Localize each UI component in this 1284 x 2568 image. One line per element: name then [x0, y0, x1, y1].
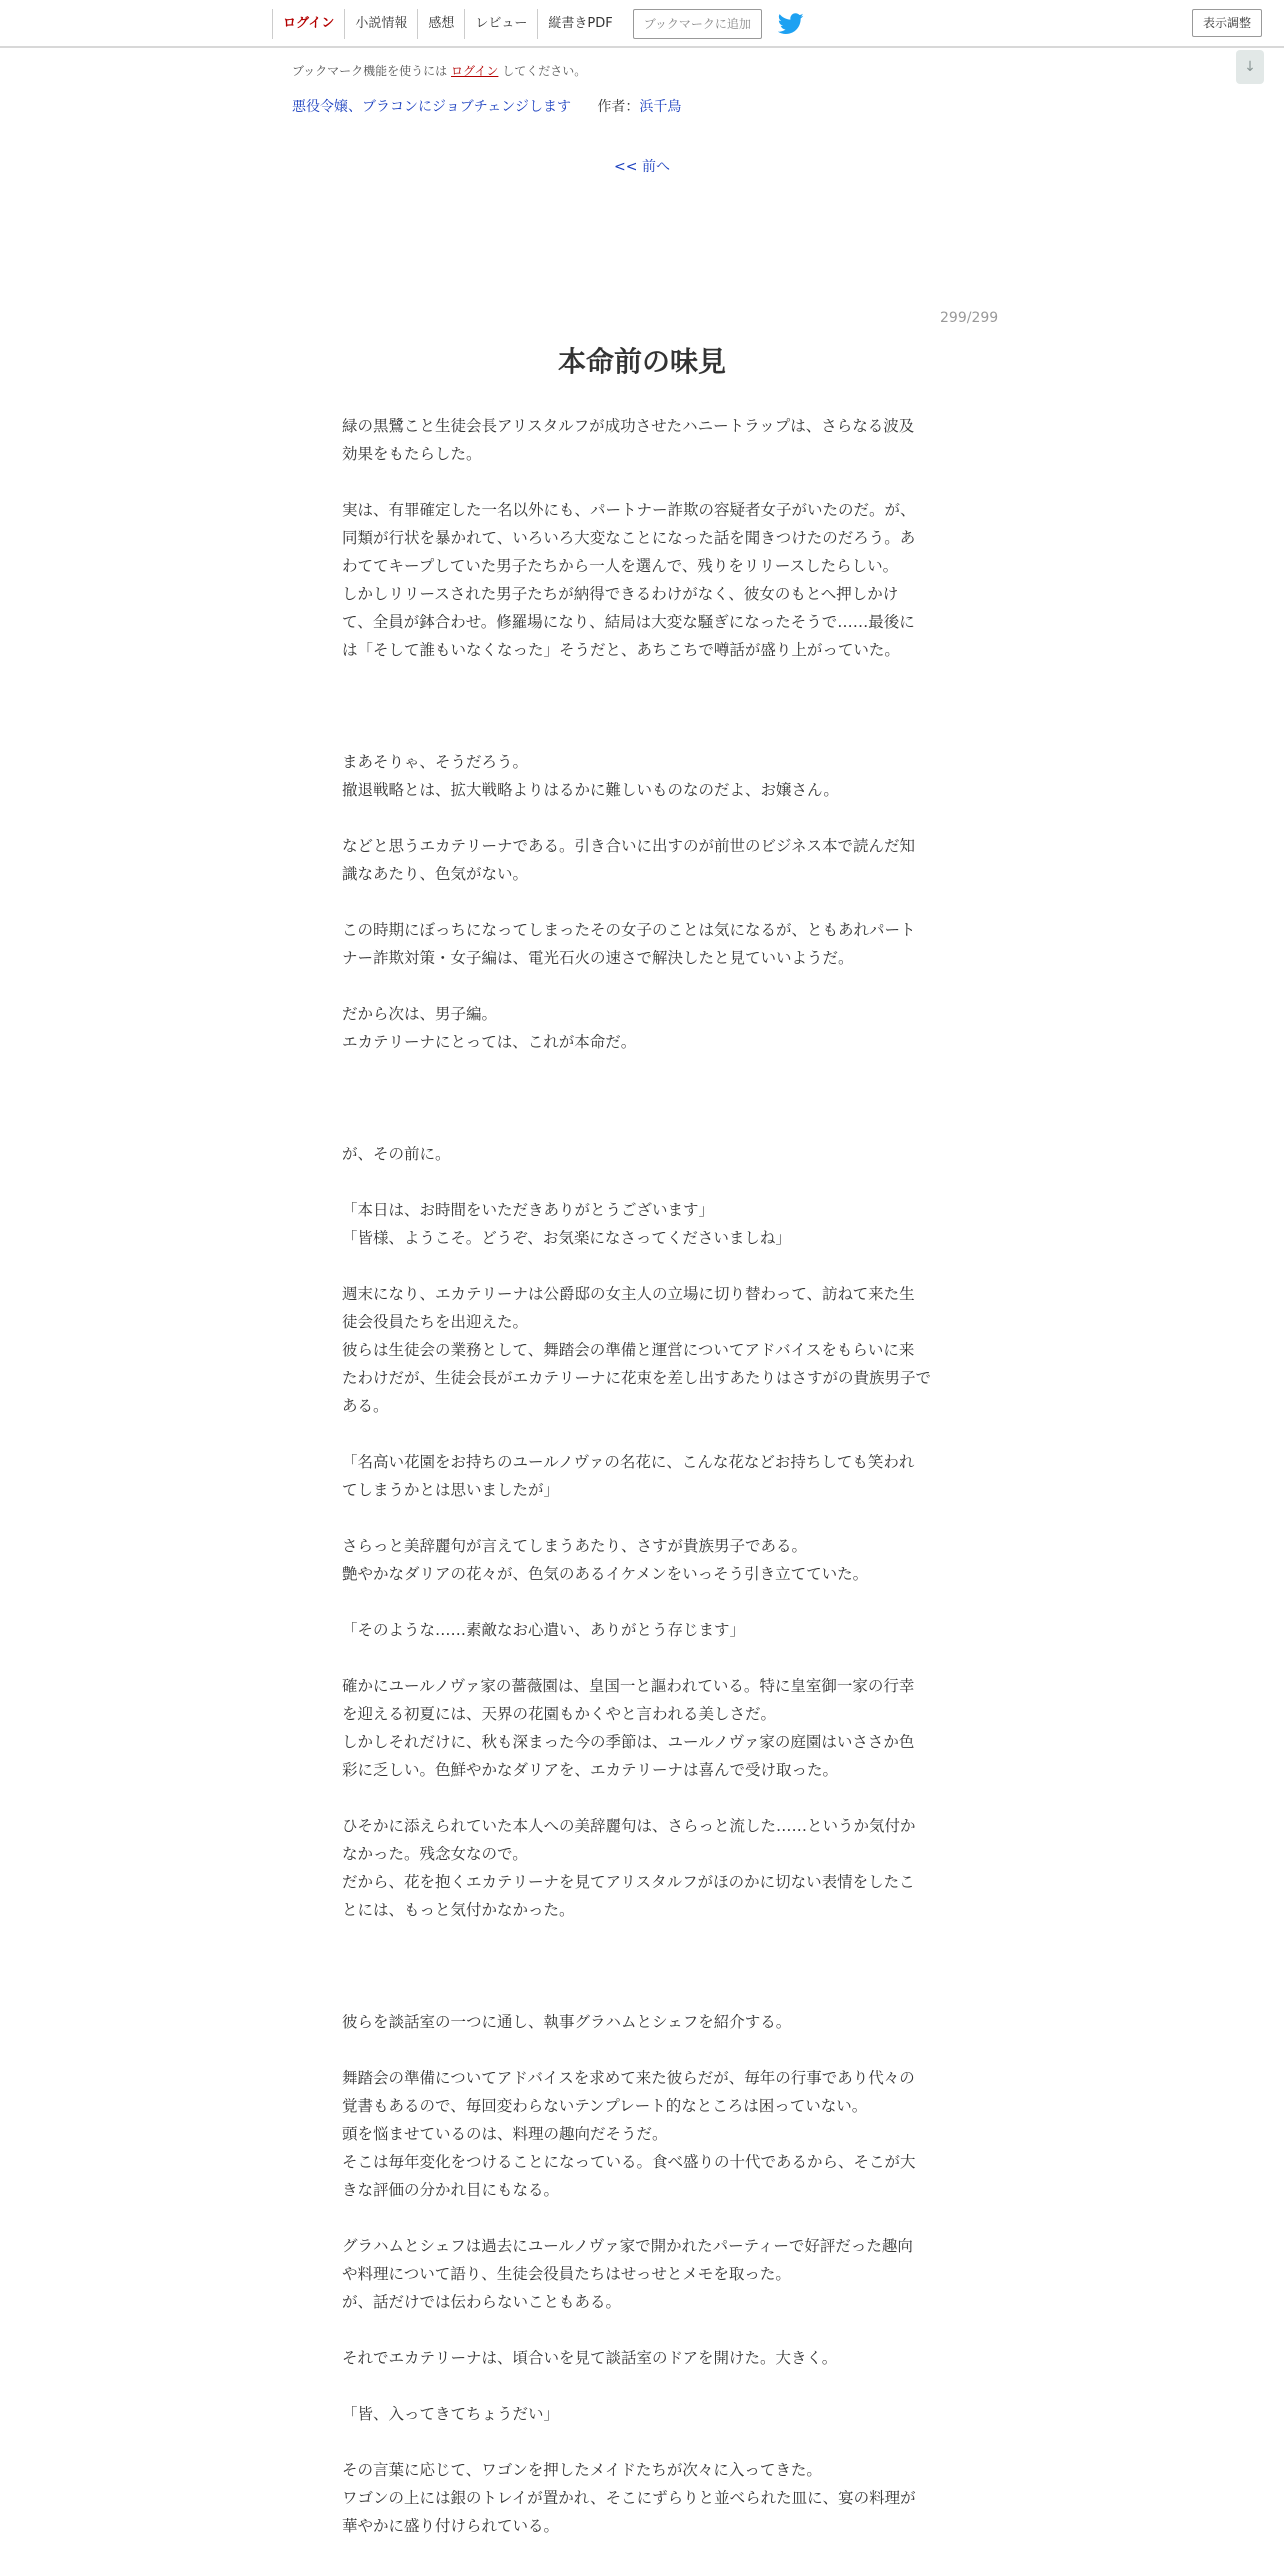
body-line: て、全員が鉢合わせ。修羅場になり、結局は大変な騒ぎになったそうで……最後に — [342, 613, 915, 631]
body-line: しかしリリースされた男子たちが納得できるわけがなく、彼女のもとへ押しかけ — [342, 585, 899, 603]
body-line: この時期にぼっちになってしまったその女子のことは気になるが、ともあれパート — [342, 921, 916, 939]
body-line: 華やかに盛り付けられている。 — [342, 2517, 560, 2535]
blank-line — [342, 1112, 942, 1140]
blank-line — [342, 2036, 942, 2064]
blank-line — [342, 1168, 942, 1196]
body-line: まあそりゃ、そうだろう。 — [342, 753, 529, 771]
body-line: 「そのような……素敵なお心遣い、ありがとう存じます」 — [342, 1621, 746, 1639]
body-line: 識なあたり、色気がない。 — [342, 865, 529, 883]
blank-line — [342, 1924, 942, 1952]
scroll-down-tab[interactable]: ↓ — [1236, 50, 1264, 84]
body-line: とには、もっと気付かなかった。 — [342, 1901, 575, 1919]
blank-line — [342, 1504, 942, 1532]
body-line: その言葉に応じて、ワゴンを押したメイドたちが次々に入ってきた。 — [342, 2461, 822, 2479]
series-title-link[interactable]: 悪役令嬢、ブラコンにジョブチェンジします — [292, 99, 571, 115]
body-line: だから、花を抱くエカテリーナを見てアリスタルフがほのかに切ない表情をしたこ — [342, 1873, 915, 1891]
blank-line — [342, 1644, 942, 1672]
body-line: が、その前に。 — [342, 1145, 451, 1163]
body-line: 覚書もあるので、毎回変わらないテンプレート的なところは困っていない。 — [342, 2097, 868, 2115]
blank-line — [342, 1056, 942, 1084]
body-line: 緑の黒鷺こと生徒会長アリスタルフが成功させたハニートラップは、さらなる波及 — [342, 417, 915, 435]
body-line: エカテリーナにとっては、これが本命だ。 — [342, 1033, 637, 1051]
blank-line — [342, 720, 942, 748]
blank-line — [342, 1784, 942, 1812]
blank-line — [342, 888, 942, 916]
body-line: が、話だけでは伝わらないこともある。 — [342, 2293, 622, 2311]
body-line: などと思うエカテリーナである。引き合いに出すのが前世のビジネス本で読んだ知 — [342, 837, 916, 855]
top-navigation-bar — [0, 0, 1284, 48]
body-line: 週末になり、エカテリーナは公爵邸の女主人の立場に切り替わって、訪ねて来た生 — [342, 1285, 915, 1303]
body-line: 「皆、入ってきてちょうだい」 — [342, 2405, 560, 2423]
body-line: 「名高い花園をお持ちのユールノヴァの名花に、こんな花などお持ちしても笑われ — [342, 1453, 915, 1471]
body-line: 「皆様、ようこそ。どうぞ、お気楽になさってくださいましね」 — [342, 1229, 791, 1247]
body-line: 効果をもたらした。 — [342, 445, 482, 463]
page-counter: 299/299 — [940, 310, 999, 326]
nav-vertical-pdf-link[interactable]: 縦書きPDF — [537, 9, 622, 39]
body-line: 同類が行状を暴かれて、いろいろ大変なことになった話を聞きつけたのだろう。あ — [342, 529, 916, 547]
body-line: しかしそれだけに、秋も深まった今の季節は、ユールノヴァ家の庭園はいささか色 — [342, 1733, 915, 1751]
body-line: や料理について語り、生徒会役員たちはせっせとメモを取った。 — [342, 2265, 791, 2283]
blank-line — [342, 1252, 942, 1280]
body-line: 「本日は、お時間をいただきありがとうございます」 — [342, 1201, 715, 1219]
body-line: グラハムとシェフは過去にユールノヴァ家で開かれたパーティーで好評だった趣向 — [342, 2237, 913, 2255]
chapter-body — [342, 412, 942, 2540]
body-line: ある。 — [342, 1397, 389, 1415]
author-label: 作者： — [597, 99, 640, 115]
body-line: 舞踏会の準備についてアドバイスを求めて来た彼らだが、毎年の行事であり代々の — [342, 2069, 915, 2087]
blank-line — [342, 1980, 942, 2008]
nav-novel-info-link[interactable]: 小説情報 — [344, 9, 417, 39]
chapter-title: 本命前の味見 — [557, 345, 726, 378]
blank-line — [342, 1420, 942, 1448]
body-line: ナー詐欺対策・女子編は、電光石火の速さで解決したと見ていいようだ。 — [342, 949, 854, 967]
blank-line — [342, 2204, 942, 2232]
nav-review-link[interactable]: レビュー — [464, 9, 537, 39]
blank-line — [342, 468, 942, 496]
blank-line — [342, 1588, 942, 1616]
body-line: それでエカテリーナは、頃合いを見て談話室のドアを開けた。大きく。 — [342, 2349, 838, 2367]
bookmark-note-login-link[interactable]: ログイン — [451, 64, 499, 78]
body-line: さらっと美辞麗句が言えてしまうあたり、さすが貴族男子である。 — [342, 1537, 808, 1555]
body-line: ひそかに添えられていた本人への美辞麗句は、さらっと流した……というか気付か — [342, 1817, 916, 1835]
blank-line — [342, 972, 942, 1000]
body-line: 撤退戦略とは、拡大戦略よりはるかに難しいものなのだよ、お嬢さん。 — [342, 781, 839, 799]
blank-line — [342, 1084, 942, 1112]
nav-menu — [272, 8, 806, 40]
body-line: 彼らは生徒会の業務として、舞踏会の準備と運営についてアドバイスをもらいに来 — [342, 1341, 915, 1359]
body-line: わててキープしていた男子たちから一人を選んで、残りをリリースしたらしい。 — [342, 557, 899, 575]
body-line: 艶やかなダリアの花々が、色気のあるイケメンをいっそう引き立てていた。 — [342, 1565, 869, 1583]
prev-page-link[interactable]: << 前へ — [614, 159, 670, 175]
body-line: 確かにユールノヴァ家の薔薇園は、皇国一と謳われている。特に皇室御一家の行幸 — [342, 1677, 915, 1695]
blank-line — [342, 2372, 942, 2400]
body-line: を迎える初夏には、天界の花園もかくやと言われる美しさだ。 — [342, 1705, 777, 1723]
prev-page-nav — [0, 156, 1284, 176]
body-line: 彩に乏しい。色鮮やかなダリアを、エカテリーナは喜んで受け取った。 — [342, 1761, 839, 1779]
body-line: 頭を悩ませているのは、料理の趣向だそうだ。 — [342, 2125, 668, 2143]
blank-line — [342, 804, 942, 832]
body-line: だから次は、男子編。 — [342, 1005, 498, 1023]
twitter-icon[interactable] — [778, 10, 806, 38]
bookmark-login-notice — [292, 62, 586, 79]
body-line: たわけだが、生徒会長がエカテリーナに花束を差し出すあたりはさすがの貴族男子で — [342, 1369, 932, 1387]
add-bookmark-button[interactable]: ブックマークに追加 — [633, 9, 762, 39]
body-line: なかった。残念女なので。 — [342, 1845, 528, 1863]
nav-login-link[interactable]: ログイン — [272, 9, 344, 39]
blank-line — [342, 664, 942, 692]
body-line: そこは毎年変化をつけることになっている。食べ盛りの十代であるから、そこが大 — [342, 2153, 916, 2171]
bookmark-note-after: してください。 — [502, 64, 587, 78]
blank-line — [342, 2428, 942, 2456]
body-line: 徒会役員たちを出迎えた。 — [342, 1313, 529, 1331]
body-line: てしまうかとは思いましたが」 — [342, 1481, 560, 1499]
series-info — [292, 96, 681, 116]
blank-line — [342, 2316, 942, 2344]
body-line: 実は、有罪確定した一名以外にも、パートナー詐欺の容疑者女子がいたのだ。が、 — [342, 501, 916, 519]
nav-impressions-link[interactable]: 感想 — [417, 9, 464, 39]
body-line: きな評価の分かれ目にもなる。 — [342, 2181, 560, 2199]
display-settings-button[interactable]: 表示調整 — [1192, 9, 1262, 37]
author-link[interactable]: 浜千鳥 — [639, 99, 682, 115]
blank-line — [342, 1952, 942, 1980]
bookmark-note-before: ブックマーク機能を使うには — [292, 64, 448, 78]
body-line: ワゴンの上には銀のトレイが置かれ、そこにずらりと並べられた皿に、宴の料理が — [342, 2489, 916, 2507]
body-line: 彼らを談話室の一つに通し、執事グラハムとシェフを紹介する。 — [342, 2013, 792, 2031]
blank-line — [342, 692, 942, 720]
body-line: は「そして誰もいなくなった」そうだと、あちこちで噂話が盛り上がっていた。 — [342, 641, 900, 659]
